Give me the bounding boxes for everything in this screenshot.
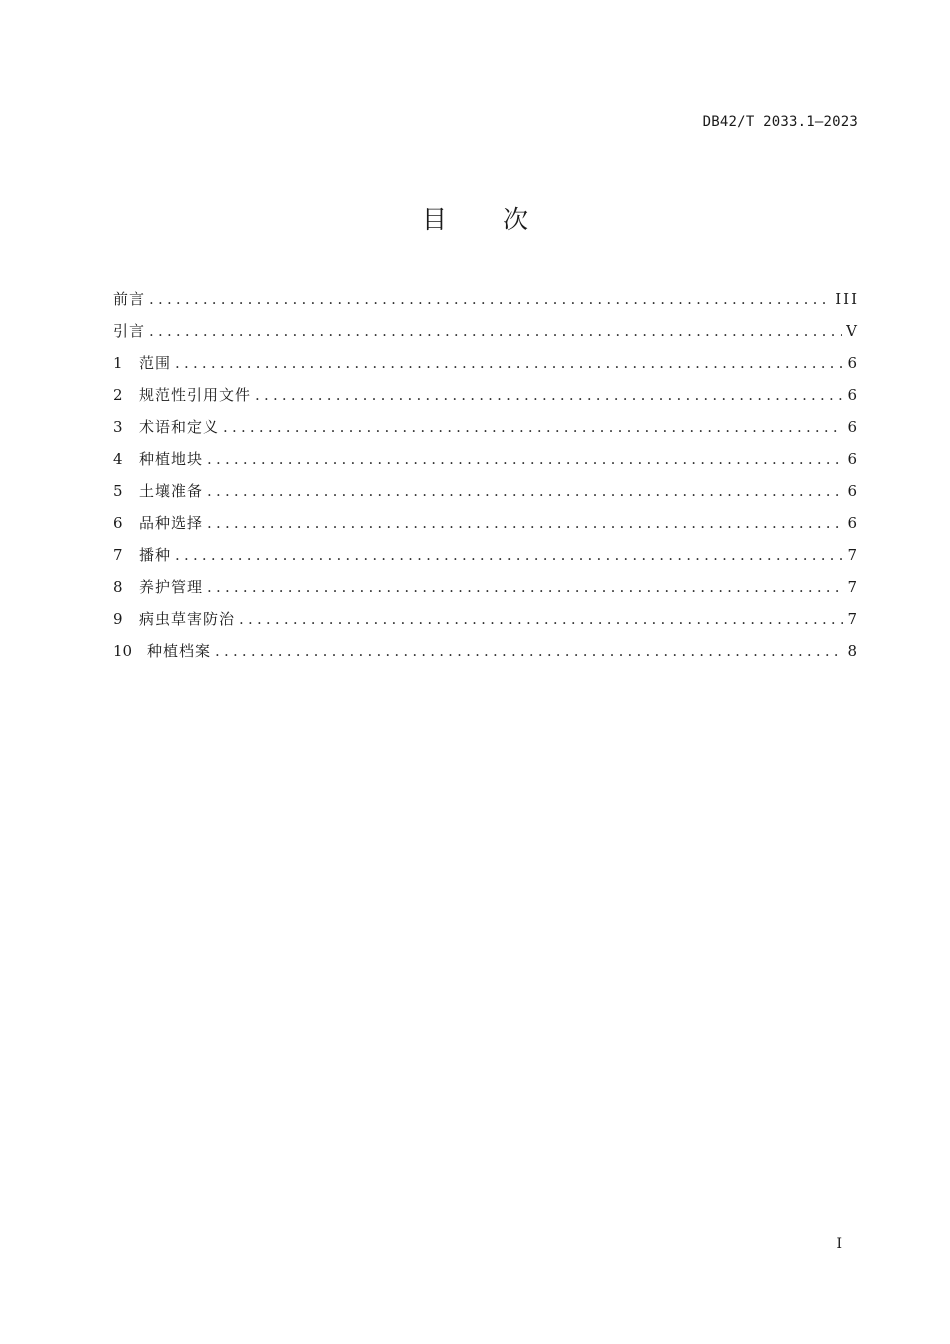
toc-page: 6 <box>847 418 859 436</box>
toc-leader-dots <box>207 480 843 502</box>
toc-leader-dots <box>175 352 843 374</box>
toc-page: 6 <box>847 450 859 468</box>
toc-number: 2 <box>113 386 123 404</box>
toc-entry-3[interactable] <box>113 416 859 448</box>
toc-page: 6 <box>847 514 859 532</box>
toc-leader-dots <box>239 608 843 630</box>
toc-number: 6 <box>113 514 123 532</box>
toc-page: III <box>835 290 859 308</box>
toc-number: 1 <box>113 354 123 372</box>
toc-page: 6 <box>847 482 859 500</box>
toc-label: 土壤准备 <box>139 482 204 500</box>
toc-page: 7 <box>847 578 859 596</box>
title-char-1: 目 <box>421 205 447 234</box>
toc-page: 7 <box>847 546 859 564</box>
toc-label: 术语和定义 <box>139 418 220 436</box>
toc-entry-2[interactable] <box>113 384 859 416</box>
toc-number: 3 <box>113 418 123 436</box>
toc-entry-8[interactable] <box>113 576 859 608</box>
toc-leader-dots <box>207 576 843 598</box>
toc-label: 播种 <box>139 546 172 564</box>
toc-entry-foreword[interactable] <box>113 288 859 320</box>
toc-number: 8 <box>113 578 123 596</box>
toc-leader-dots <box>255 384 843 406</box>
toc-label: 品种选择 <box>139 514 204 532</box>
toc-entry-4[interactable] <box>113 448 859 480</box>
toc-label: 种植地块 <box>139 450 204 468</box>
toc-leader-dots <box>149 320 842 342</box>
toc-page: 6 <box>847 354 859 372</box>
toc-label: 种植档案 <box>147 642 212 660</box>
page-title <box>0 200 950 236</box>
toc-page: 8 <box>847 642 859 660</box>
toc-label: 养护管理 <box>139 578 204 596</box>
toc-entry-5[interactable] <box>113 480 859 512</box>
toc-page: V <box>846 322 859 340</box>
table-of-contents <box>113 288 859 672</box>
toc-number: 5 <box>113 482 123 500</box>
toc-label: 范围 <box>139 354 172 372</box>
toc-label: 病虫草害防治 <box>139 610 236 628</box>
toc-label: 引言 <box>113 322 146 340</box>
toc-page: 7 <box>847 610 859 628</box>
toc-leader-dots <box>207 512 843 534</box>
page-number: I <box>836 1236 842 1252</box>
toc-number: 4 <box>113 450 123 468</box>
toc-page: 6 <box>847 386 859 404</box>
toc-number: 7 <box>113 546 123 564</box>
toc-leader-dots <box>223 416 843 438</box>
toc-leader-dots <box>175 544 843 566</box>
toc-entry-10[interactable] <box>113 640 859 672</box>
title-char-2: 次 <box>503 205 529 234</box>
toc-entry-1[interactable] <box>113 352 859 384</box>
toc-label: 规范性引用文件 <box>139 386 252 404</box>
toc-leader-dots <box>215 640 843 662</box>
toc-number: 10 <box>113 642 133 660</box>
toc-leader-dots <box>207 448 843 470</box>
toc-label: 前言 <box>113 290 146 308</box>
toc-entry-9[interactable] <box>113 608 859 640</box>
toc-leader-dots <box>149 288 831 310</box>
standard-code: DB42/T 2033.1—2023 <box>702 114 858 130</box>
toc-number: 9 <box>113 610 123 628</box>
toc-entry-6[interactable] <box>113 512 859 544</box>
toc-entry-7[interactable] <box>113 544 859 576</box>
toc-entry-introduction[interactable] <box>113 320 859 352</box>
